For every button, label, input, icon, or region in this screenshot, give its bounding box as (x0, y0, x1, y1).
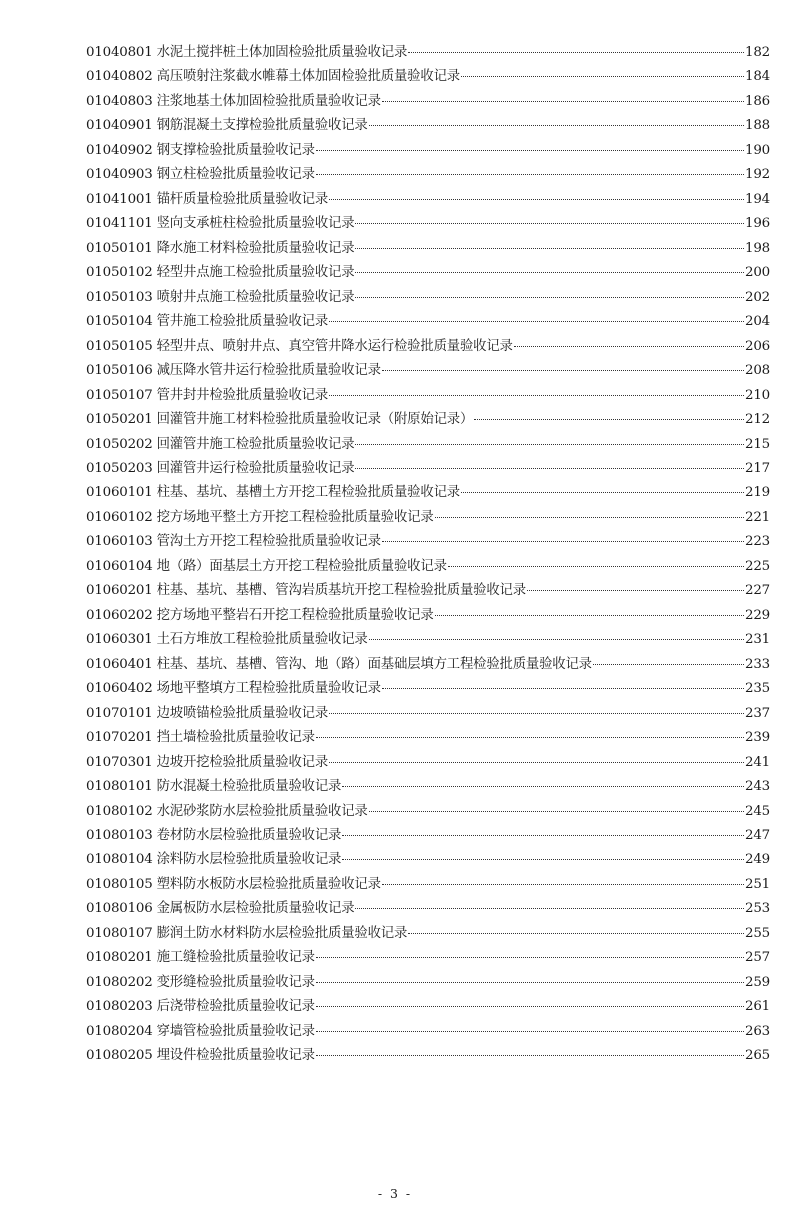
dot-leader (355, 296, 744, 298)
entry-title: 涂料防水层检验批质量验收记录 (156, 852, 342, 868)
entry-title: 高压喷射注浆截水帷幕土体加固检验批质量验收记录 (156, 69, 460, 85)
entry-page-number: 219 (745, 485, 770, 501)
entry-code: 01070201 (86, 730, 153, 746)
toc-entry[interactable] (86, 506, 770, 530)
dot-leader (316, 736, 744, 738)
dot-leader (369, 810, 744, 812)
dot-leader (461, 75, 744, 77)
entry-page-number: 200 (745, 265, 770, 281)
entry-title: 水泥土搅拌桩土体加固检验批质量验收记录 (156, 45, 408, 60)
entry-page-number: 182 (745, 45, 770, 60)
entry-code: 01080106 (86, 901, 153, 917)
dot-leader (527, 589, 744, 591)
entry-code: 01060402 (86, 681, 153, 697)
entry-page-number: 249 (745, 852, 770, 868)
entry-code: 01080201 (86, 950, 153, 966)
entry-code: 01040803 (86, 93, 153, 109)
dot-leader (382, 540, 744, 542)
entry-title: 变形缝检验批质量验收记录 (156, 974, 315, 990)
entry-code: 01040901 (86, 118, 153, 134)
entry-page-number: 186 (745, 93, 770, 109)
entry-page-number: 196 (745, 216, 770, 232)
entry-code: 01040802 (86, 69, 153, 85)
entry-page-number: 212 (745, 412, 770, 428)
entry-title: 回灌管井运行检验批质量验收记录 (156, 460, 355, 476)
toc-entry[interactable] (86, 946, 770, 970)
entry-code: 01060301 (86, 632, 153, 648)
dot-leader (355, 247, 744, 249)
dot-leader (355, 443, 744, 445)
dot-leader (355, 907, 744, 909)
entry-title: 减压降水管井运行检验批质量验收记录 (156, 363, 381, 379)
toc-entry[interactable] (86, 922, 770, 946)
entry-page-number: 243 (745, 779, 770, 795)
entry-code: 01050201 (86, 412, 153, 428)
entry-page-number: 239 (745, 730, 770, 746)
dot-leader (435, 516, 744, 518)
entry-page-number: 221 (745, 509, 770, 525)
toc-entry[interactable] (86, 90, 770, 114)
entry-code: 01060102 (86, 509, 153, 525)
toc-entry[interactable] (86, 555, 770, 579)
dot-leader (461, 491, 744, 493)
entry-title: 埋设件检验批质量验收记录 (156, 1048, 315, 1064)
dot-leader (382, 100, 744, 102)
dot-leader (342, 858, 744, 860)
toc-entry[interactable] (86, 1044, 770, 1068)
toc-entry[interactable] (86, 457, 770, 481)
toc-entry[interactable] (86, 1020, 770, 1044)
entry-title: 土石方堆放工程检验批质量验收记录 (156, 632, 368, 648)
entry-page-number: 261 (745, 999, 770, 1015)
dot-leader (316, 173, 744, 175)
table-of-contents (86, 41, 770, 1069)
entry-page-number: 198 (745, 240, 770, 256)
entry-title: 施工缝检验批质量验收记录 (156, 950, 315, 966)
entry-code: 01060202 (86, 607, 153, 623)
entry-title: 穿墙管检验批质量验收记录 (156, 1023, 315, 1039)
page-number: - 3 - (377, 1186, 413, 1201)
entry-code: 01080104 (86, 852, 153, 868)
entry-title: 回灌管井施工检验批质量验收记录 (156, 436, 355, 452)
toc-entry[interactable] (86, 408, 770, 432)
entry-page-number: 231 (745, 632, 770, 648)
entry-title: 钢支撑检验批质量验收记录 (156, 142, 315, 158)
entry-title: 边坡开挖检验批质量验收记录 (156, 754, 329, 770)
entry-title: 柱基、基坑、基槽、管沟、地（路）面基础层填方工程检验批质量验收记录 (156, 656, 592, 672)
entry-title: 轻型井点、喷射井点、真空管井降水运行检验批质量验收记录 (156, 338, 513, 354)
toc-entry[interactable] (86, 433, 770, 457)
entry-code: 01070301 (86, 754, 153, 770)
entry-page-number: 217 (745, 460, 770, 476)
entry-code: 01060103 (86, 534, 153, 550)
toc-entry[interactable] (86, 726, 770, 750)
entry-code: 01080204 (86, 1023, 153, 1039)
entry-title: 塑料防水板防水层检验批质量验收记录 (156, 876, 381, 892)
entry-title: 锚杆质量检验批质量验收记录 (156, 191, 329, 207)
entry-page-number: 237 (745, 705, 770, 721)
entry-page-number: 194 (745, 191, 770, 207)
entry-title: 管沟土方开挖工程检验批质量验收记录 (156, 534, 381, 550)
entry-page-number: 229 (745, 607, 770, 623)
dot-leader (514, 345, 744, 347)
toc-entry[interactable] (86, 971, 770, 995)
toc-entry[interactable] (86, 824, 770, 848)
entry-page-number: 255 (745, 925, 770, 941)
entry-title: 柱基、基坑、基槽、管沟岩质基坑开挖工程检验批质量验收记录 (156, 583, 526, 599)
entry-page-number: 227 (745, 583, 770, 599)
entry-title: 金属板防水层检验批质量验收记录 (156, 901, 355, 917)
entry-page-number: 204 (745, 314, 770, 330)
dot-leader (329, 394, 744, 396)
toc-entry[interactable] (86, 359, 770, 383)
dot-leader (435, 614, 744, 616)
entry-code: 01040903 (86, 167, 153, 183)
entry-page-number: 263 (745, 1023, 770, 1039)
entry-code: 01050106 (86, 363, 153, 379)
entry-page-number: 188 (745, 118, 770, 134)
entry-title: 防水混凝土检验批质量验收记录 (156, 779, 342, 795)
entry-code: 01050101 (86, 240, 153, 256)
toc-entry[interactable] (86, 604, 770, 628)
entry-title: 竖向支承桩柱检验批质量验收记录 (156, 216, 355, 232)
entry-title: 挡土墙检验批质量验收记录 (156, 730, 315, 746)
entry-code: 01060401 (86, 656, 153, 672)
entry-title: 膨润土防水材料防水层检验批质量验收记录 (156, 925, 408, 941)
entry-code: 01050104 (86, 314, 153, 330)
dot-leader (342, 785, 744, 787)
toc-entry[interactable] (86, 188, 770, 212)
entry-code: 01050105 (86, 338, 153, 354)
dot-leader (329, 712, 744, 714)
entry-code: 01040902 (86, 142, 153, 158)
entry-code: 01060104 (86, 558, 153, 574)
toc-entry[interactable] (86, 481, 770, 505)
entry-title: 挖方场地平整岩石开挖工程检验批质量验收记录 (156, 607, 434, 623)
toc-entry[interactable] (86, 335, 770, 359)
entry-code: 01080101 (86, 779, 153, 795)
entry-title: 管井施工检验批质量验收记录 (156, 314, 329, 330)
entry-title: 水泥砂浆防水层检验批质量验收记录 (156, 803, 368, 819)
entry-page-number: 210 (745, 387, 770, 403)
entry-title: 柱基、基坑、基槽土方开挖工程检验批质量验收记录 (156, 485, 460, 501)
entry-page-number: 190 (745, 142, 770, 158)
toc-entry[interactable] (86, 212, 770, 236)
entry-code: 01050203 (86, 460, 153, 476)
dot-leader (355, 271, 744, 273)
toc-entry[interactable] (86, 653, 770, 677)
toc-entry[interactable] (86, 261, 770, 285)
entry-code: 01080107 (86, 925, 153, 941)
toc-entry[interactable] (86, 310, 770, 334)
entry-code: 01080105 (86, 876, 153, 892)
entry-code: 01080203 (86, 999, 153, 1015)
dot-leader (369, 124, 744, 126)
entry-code: 01050103 (86, 289, 153, 305)
entry-page-number: 257 (745, 950, 770, 966)
entry-code: 01080103 (86, 828, 153, 843)
entry-page-number: 192 (745, 167, 770, 183)
toc-entry[interactable] (86, 530, 770, 554)
toc-entry[interactable] (86, 848, 770, 872)
toc-entry[interactable] (86, 384, 770, 408)
dot-leader (329, 320, 744, 322)
toc-entry[interactable] (86, 800, 770, 824)
entry-page-number: 208 (745, 363, 770, 379)
entry-title: 后浇带检验批质量验收记录 (156, 999, 315, 1015)
toc-entry[interactable] (86, 41, 770, 65)
entry-code: 01040801 (86, 45, 153, 60)
dot-leader (408, 51, 744, 53)
dot-leader (329, 761, 744, 763)
entry-page-number: 184 (745, 69, 770, 85)
entry-code: 01060101 (86, 485, 153, 501)
toc-entry[interactable] (86, 677, 770, 701)
entry-title: 钢立柱检验批质量验收记录 (156, 167, 315, 183)
entry-title: 回灌管井施工材料检验批质量验收记录（附原始记录） (156, 412, 474, 428)
toc-entry[interactable] (86, 237, 770, 261)
entry-title: 注浆地基土体加固检验批质量验收记录 (156, 93, 381, 109)
dot-leader (448, 565, 744, 567)
entry-title: 挖方场地平整土方开挖工程检验批质量验收记录 (156, 509, 434, 525)
entry-page-number: 202 (745, 289, 770, 305)
toc-entry[interactable] (86, 873, 770, 897)
entry-page-number: 245 (745, 803, 770, 819)
entry-title: 降水施工材料检验批质量验收记录 (156, 240, 355, 256)
dot-leader (474, 418, 744, 420)
entry-code: 01080102 (86, 803, 153, 819)
dot-leader (316, 1054, 744, 1056)
entry-code: 01080202 (86, 974, 153, 990)
dot-leader (593, 663, 744, 665)
entry-page-number: 247 (745, 828, 770, 843)
entry-title: 地（路）面基层土方开挖工程检验批质量验收记录 (156, 558, 447, 574)
toc-entry[interactable] (86, 995, 770, 1019)
entry-page-number: 215 (745, 436, 770, 452)
dot-leader (382, 369, 744, 371)
toc-entry[interactable] (86, 286, 770, 310)
entry-title: 喷射井点施工检验批质量验收记录 (156, 289, 355, 305)
dot-leader (369, 638, 744, 640)
toc-entry[interactable] (86, 897, 770, 921)
dot-leader (355, 467, 744, 469)
dot-leader (408, 932, 744, 934)
entry-page-number: 206 (745, 338, 770, 354)
entry-page-number: 253 (745, 901, 770, 917)
toc-entry[interactable] (86, 702, 770, 726)
toc-entry[interactable] (86, 751, 770, 775)
entry-title: 轻型井点施工检验批质量验收记录 (156, 265, 355, 281)
dot-leader (382, 883, 744, 885)
entry-title: 管井封井检验批质量验收记录 (156, 387, 329, 403)
entry-code: 01060201 (86, 583, 153, 599)
entry-page-number: 259 (745, 974, 770, 990)
toc-entry[interactable] (86, 163, 770, 187)
toc-entry[interactable] (86, 139, 770, 163)
entry-code: 01041101 (86, 216, 153, 232)
entry-title: 钢筋混凝土支撑检验批质量验收记录 (156, 118, 368, 134)
entry-page-number: 233 (745, 656, 770, 672)
toc-entry[interactable] (86, 579, 770, 603)
toc-entry[interactable] (86, 775, 770, 799)
dot-leader (316, 1030, 744, 1032)
entry-title: 边坡喷锚检验批质量验收记录 (156, 705, 329, 721)
entry-title: 卷材防水层检验批质量验收记录 (156, 828, 342, 843)
dot-leader (329, 198, 744, 200)
entry-page-number: 235 (745, 681, 770, 697)
toc-entry[interactable] (86, 628, 770, 652)
dot-leader (316, 981, 744, 983)
entry-code: 01050102 (86, 265, 153, 281)
entry-code: 01080205 (86, 1048, 153, 1064)
entry-code: 01050107 (86, 387, 153, 403)
entry-code: 01041001 (86, 191, 153, 207)
dot-leader (316, 956, 744, 958)
dot-leader (342, 834, 744, 836)
dot-leader (316, 149, 744, 151)
entry-page-number: 265 (745, 1048, 770, 1064)
entry-code: 01070101 (86, 705, 153, 721)
entry-page-number: 223 (745, 534, 770, 550)
toc-entry[interactable] (86, 114, 770, 138)
dot-leader (382, 687, 744, 689)
toc-entry[interactable] (86, 65, 770, 89)
entry-page-number: 225 (745, 558, 770, 574)
entry-page-number: 251 (745, 876, 770, 892)
entry-code: 01050202 (86, 436, 153, 452)
dot-leader (355, 222, 744, 224)
dot-leader (316, 1005, 744, 1007)
entry-title: 场地平整填方工程检验批质量验收记录 (156, 681, 381, 697)
entry-page-number: 241 (745, 754, 770, 770)
